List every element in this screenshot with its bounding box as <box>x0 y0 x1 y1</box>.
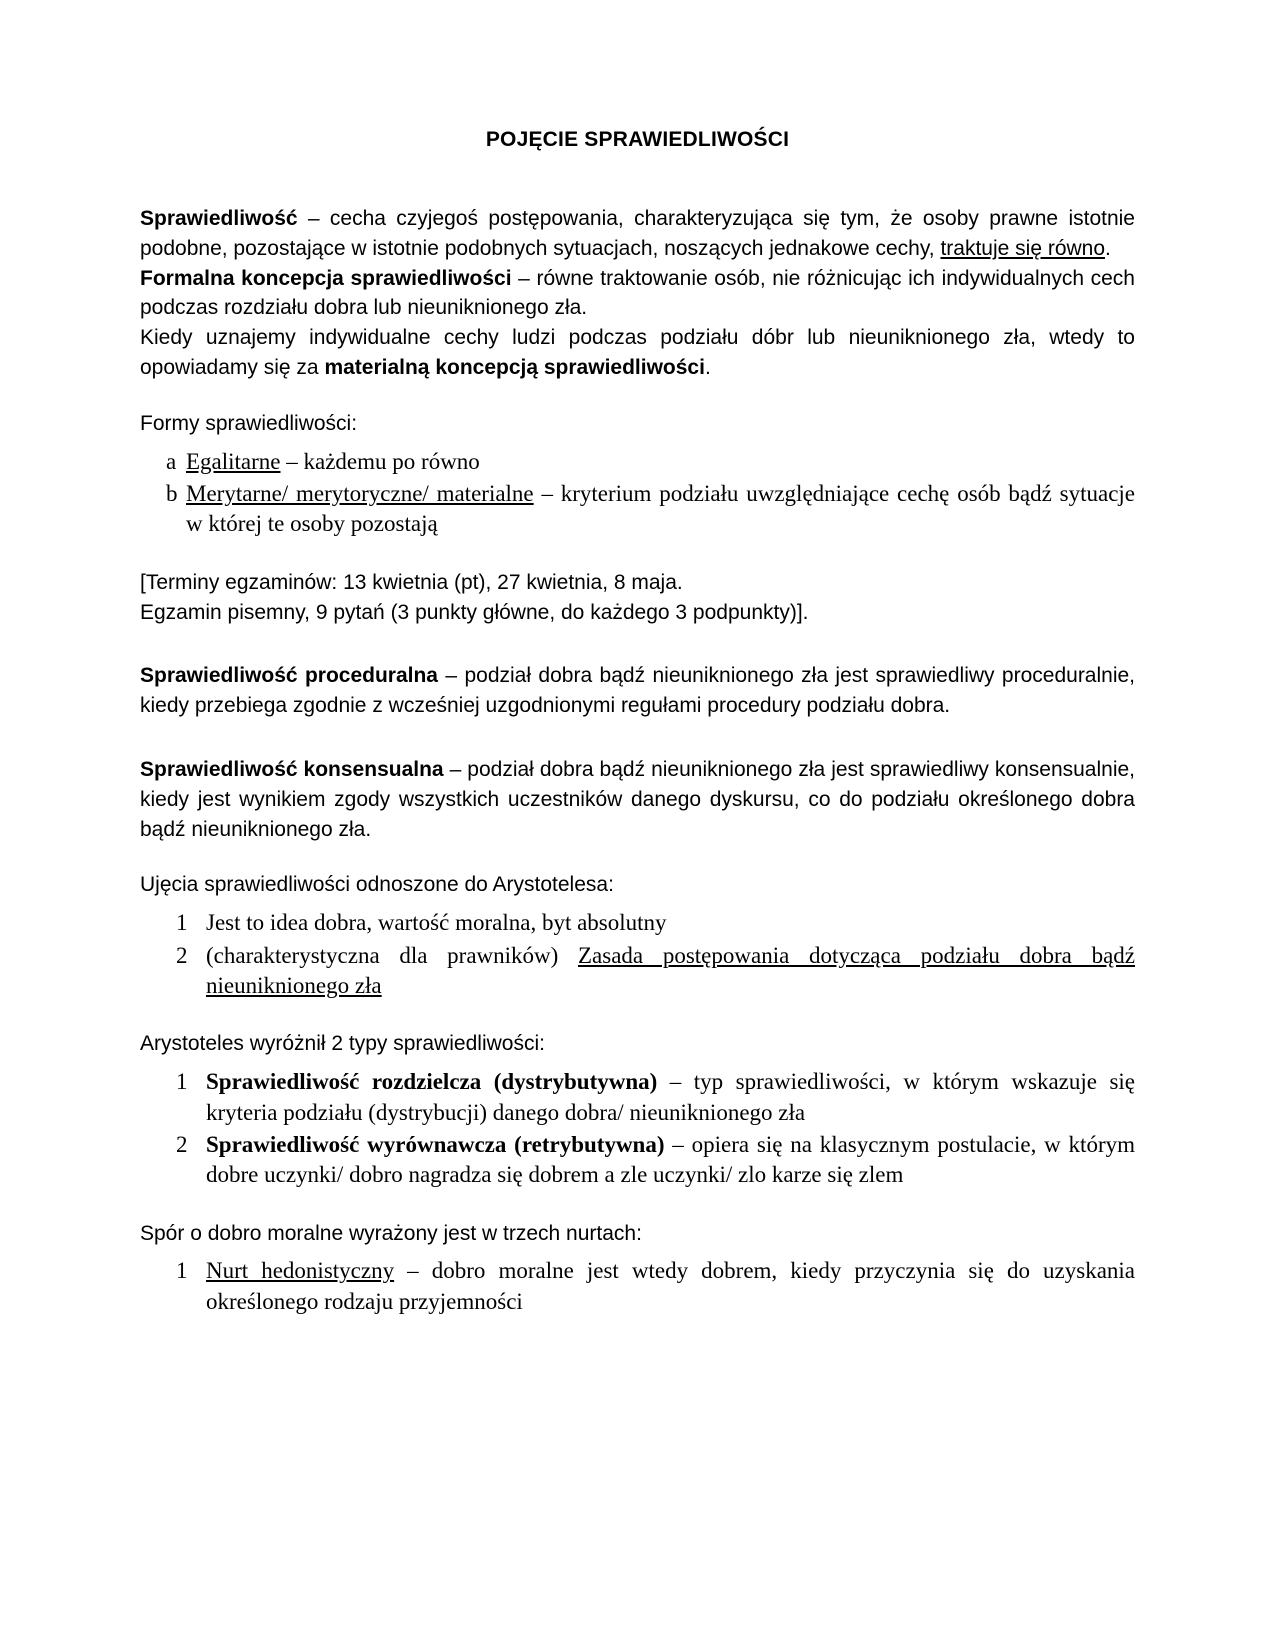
list-marker: 1 <box>176 1069 188 1095</box>
list-spor <box>140 1256 1135 1317</box>
list-item-underlined: Merytarne/ merytoryczne/ materialne <box>186 481 534 507</box>
list-marker: 1 <box>176 1258 188 1284</box>
list-typy <box>140 1067 1135 1190</box>
term-proceduralna: Sprawiedliwość proceduralna <box>140 664 438 688</box>
term-sprawiedliwosc: Sprawiedliwość <box>140 207 298 230</box>
list-item-content <box>206 1067 1135 1128</box>
list-item-underlined: Nurt hedonistyczny <box>206 1258 395 1284</box>
spacer <box>140 439 1135 447</box>
list-formy <box>140 447 1135 540</box>
list-item-text: – kryterium podziału uwzględniające cechę osób bądź sytuacje w której te osoby pozostają <box>186 481 1136 537</box>
spacer <box>140 1193 1135 1219</box>
definition-materialna <box>140 323 1135 383</box>
definition-sprawiedliwosc-underlined: traktuje się równo <box>940 236 1106 260</box>
heading-typy: Arystoteles wyróżnił 2 typy sprawiedliwości: <box>140 1032 545 1056</box>
list-item <box>140 1256 1135 1317</box>
definition-materialna-pre: Kiedy uznajemy indywidualne cechy ludzi podczas podziału dóbr lub nieuniknionego zła, wtedy to opowiadamy się za <box>140 326 1135 380</box>
spacer <box>140 900 1135 908</box>
page-title: POJĘCIE SPRAWIEDLIWOŚCI <box>485 128 790 151</box>
spacer <box>140 542 1135 568</box>
spacer <box>140 1248 1135 1256</box>
spacer <box>140 1003 1135 1029</box>
exam-dates-line2: Egzamin pisemny, 9 pytań (3 punkty główne, do każdego 3 podpunkty)]. <box>140 600 809 624</box>
list-ujecia <box>140 908 1135 1001</box>
definition-konsensualna-body: – podział dobra bądź nieuniknionego zła jest sprawiedliwy konsensualnie, kiedy jest wynikiem zgody wszystkich uczestników danego dyskursu, co do podziału określonego dobra bądź nieuniknionego zła. <box>140 758 1136 841</box>
definition-formalna-body: – równe traktowanie osób, nie różnicując ich indywidualnych cech podczas rozdziału dobra lub nieuniknionego zła. <box>140 266 1135 320</box>
spacer <box>140 627 1135 661</box>
list-marker: a <box>166 448 177 474</box>
definition-konsensualna <box>140 755 1135 844</box>
list-item-content <box>206 941 1135 1002</box>
spacer <box>140 844 1135 870</box>
list-item-content <box>186 479 1135 540</box>
list-item-text: – typ sprawiedliwości, w którym wskazuje się kryteria podziału (dystrybucji) danego dobra/ nieuniknionego zła <box>206 1069 1135 1125</box>
list-item-bold-term: Sprawiedliwość wyrównawcza (retrybutywna) <box>206 1131 665 1157</box>
list-item-content <box>206 908 1135 938</box>
spacer <box>140 1059 1135 1067</box>
heading-formy: Formy sprawiedliwości: <box>140 411 358 435</box>
list-item-text: (charakterystyczna dla prawników) <box>206 942 578 968</box>
heading-ujecia: Ujęcia sprawiedliwości odnoszone do Arystotelesa: <box>140 873 614 897</box>
definition-sprawiedliwosc-body: – cecha czyjegoś postępowania, charakteryzująca się tym, że osoby prawne istotnie podobne, pozostające w istotnie podobnych sytuacjach, noszących jednakowe cechy, <box>140 207 1135 260</box>
term-konsensualna: Sprawiedliwość konsensualna <box>140 758 444 782</box>
list-item-text: Jest to idea dobra, wartość moralna, byt absolutny <box>206 910 667 936</box>
term-formalna: Formalna koncepcja sprawiedliwości <box>140 266 512 290</box>
exam-dates-line1: [Terminy egzaminów: 13 kwietnia (pt), 27 kwietnia, 8 maja. <box>140 570 683 594</box>
list-item-text: – każdemu po równo <box>280 448 480 474</box>
spacer <box>140 383 1135 409</box>
definition-materialna-end: . <box>704 356 711 380</box>
list-item-text: – opiera się na klasycznym postulacie, w którym dobre uczynki/ dobro nagradza się dobrem a zle uczynki/ zlo karze się zlem <box>206 1131 1135 1188</box>
list-marker: 2 <box>176 942 188 968</box>
definition-sprawiedliwosc <box>140 204 1135 264</box>
list-item-underlined: Zasada postępowania dotycząca podziału dobra bądź nieuniknionego zła <box>206 942 1135 998</box>
definition-sprawiedliwosc-end: . <box>1105 236 1111 260</box>
term-materialna: materialną koncepcją sprawiedliwości <box>324 356 705 380</box>
list-marker: 2 <box>176 1131 188 1157</box>
list-item <box>140 908 1135 938</box>
list-item <box>140 1130 1135 1191</box>
list-item-text: – dobro moralne jest wtedy dobrem, kiedy przyczynia się do uzyskania określonego rodzaju przyjemności <box>206 1258 1136 1314</box>
list-item <box>140 447 1135 477</box>
definition-proceduralna <box>140 661 1135 721</box>
list-item <box>140 941 1135 1002</box>
list-item <box>140 479 1135 540</box>
definition-formalna <box>140 264 1135 324</box>
definition-proceduralna-body: – podział dobra bądź nieuniknionego zła jest sprawiedliwy proceduralnie, kiedy przebiega zgodnie z wcześniej uzgodnionymi regułami procedury podziału dobra. <box>140 664 1136 718</box>
spacer <box>140 721 1135 755</box>
heading-spor: Spór o dobro moralne wyrażony jest w trzech nurtach: <box>140 1221 642 1245</box>
list-item-content <box>206 1130 1135 1191</box>
list-item-content <box>186 447 1135 477</box>
list-item-content <box>206 1256 1135 1317</box>
list-item-underlined: Egalitarne <box>186 448 281 474</box>
list-item <box>140 1067 1135 1128</box>
list-marker: 1 <box>176 910 188 936</box>
list-item-bold-term: Sprawiedliwość rozdzielcza (dystrybutywna) <box>206 1069 658 1095</box>
list-marker: b <box>166 481 178 507</box>
